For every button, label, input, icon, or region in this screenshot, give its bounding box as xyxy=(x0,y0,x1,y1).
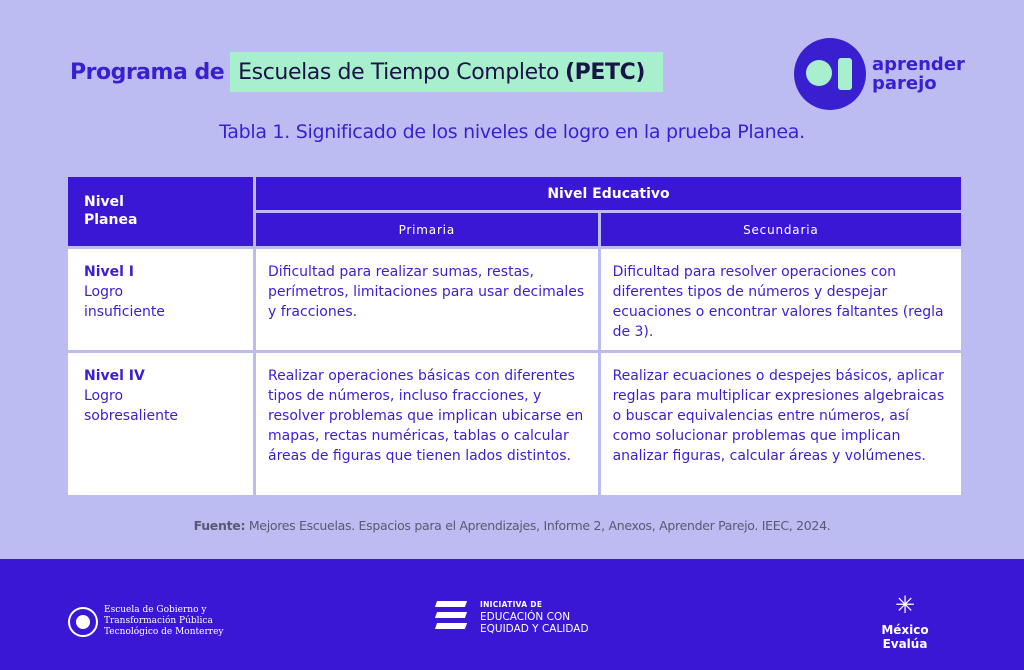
header-nivel-planea xyxy=(68,177,253,246)
iniciativa-line1: INICIATIVA DE xyxy=(480,600,543,609)
header-primaria: Primaria xyxy=(256,213,598,246)
table-caption: Tabla 1. Significado de los niveles de logro en la prueba Planea. xyxy=(219,121,805,143)
level-description: Logro insuficiente xyxy=(84,284,165,320)
title-main: Escuelas de Tiempo Completo xyxy=(238,59,560,85)
iniciativa-line2: EDUCACIÓN CON xyxy=(480,611,571,623)
logo-line1: aprender xyxy=(872,54,965,75)
achievement-levels-table xyxy=(65,174,964,498)
level-cell xyxy=(68,249,253,350)
secundaria-cell: Realizar ecuaciones o despejes básicos, aplicar reglas para multiplicar expresiones algebraicas o buscar equivalencias entre números, así como solucionar problemas que implican analizar figuras, calcular áreas y volúmenes. xyxy=(601,353,961,495)
mexico-evalua-logo xyxy=(858,593,952,651)
header-secundaria: Secundaria xyxy=(601,213,961,246)
mexico-evalua-name: México Evalúa xyxy=(881,623,929,651)
header-nivel-educativo: Nivel Educativo xyxy=(256,177,961,210)
primaria-cell: Dificultad para realizar sumas, restas, perímetros, limitaciones para usar decimales y fracciones. xyxy=(256,249,598,350)
iniciativa-line3: EQUIDAD Y CALIDAD xyxy=(480,623,589,635)
itesm-line1: Escuela de Gobierno y xyxy=(104,605,207,615)
secundaria-cell: Dificultad para resolver operaciones con diferentes tipos de números y despejar ecuaciones o encontrar valores faltantes (regla de 3). xyxy=(601,249,961,350)
header-nivel-line2: Planea xyxy=(84,212,138,228)
table-row xyxy=(68,249,961,350)
page-title xyxy=(70,52,663,92)
logo-line2: parejo xyxy=(872,73,937,94)
source-note xyxy=(0,518,1024,533)
table-row xyxy=(68,353,961,495)
source-label: Fuente: xyxy=(193,518,246,533)
header-nivel-line1: Nivel xyxy=(84,194,124,210)
title-acronym: (PETC) xyxy=(565,59,646,85)
aprender-parejo-logo xyxy=(794,38,965,110)
title-highlight xyxy=(230,52,663,92)
itesm-seal-icon xyxy=(68,607,98,637)
level-name: Nivel I xyxy=(84,264,135,280)
iniciativa-logo xyxy=(432,597,589,637)
itesm-logo xyxy=(68,605,223,638)
level-cell xyxy=(68,353,253,495)
level-name: Nivel IV xyxy=(84,368,145,384)
footer xyxy=(0,559,1024,670)
level-description: Logro sobresaliente xyxy=(84,388,179,424)
title-prefix: Programa de xyxy=(70,59,225,85)
iniciativa-logo-icon xyxy=(432,597,472,637)
itesm-line3: Tecnológico de Monterrey xyxy=(104,627,224,637)
mexico-evalua-star-icon: ✳ xyxy=(894,592,916,619)
source-text: Mejores Escuelas. Espacios para el Aprendizajes, Informe 2, Anexos, Aprender Parejo. IEEC, 2024. xyxy=(245,518,831,533)
primaria-cell: Realizar operaciones básicas con diferentes tipos de números, incluso fracciones, y resolver problemas que implican ubicarse en mapas, rectas numéricas, tablas o calcular áreas de figuras que tienen lados distintos. xyxy=(256,353,598,495)
logo-text xyxy=(872,55,965,93)
itesm-line2: Transformación Pública xyxy=(104,616,213,626)
aprender-parejo-logo-icon xyxy=(794,38,866,110)
